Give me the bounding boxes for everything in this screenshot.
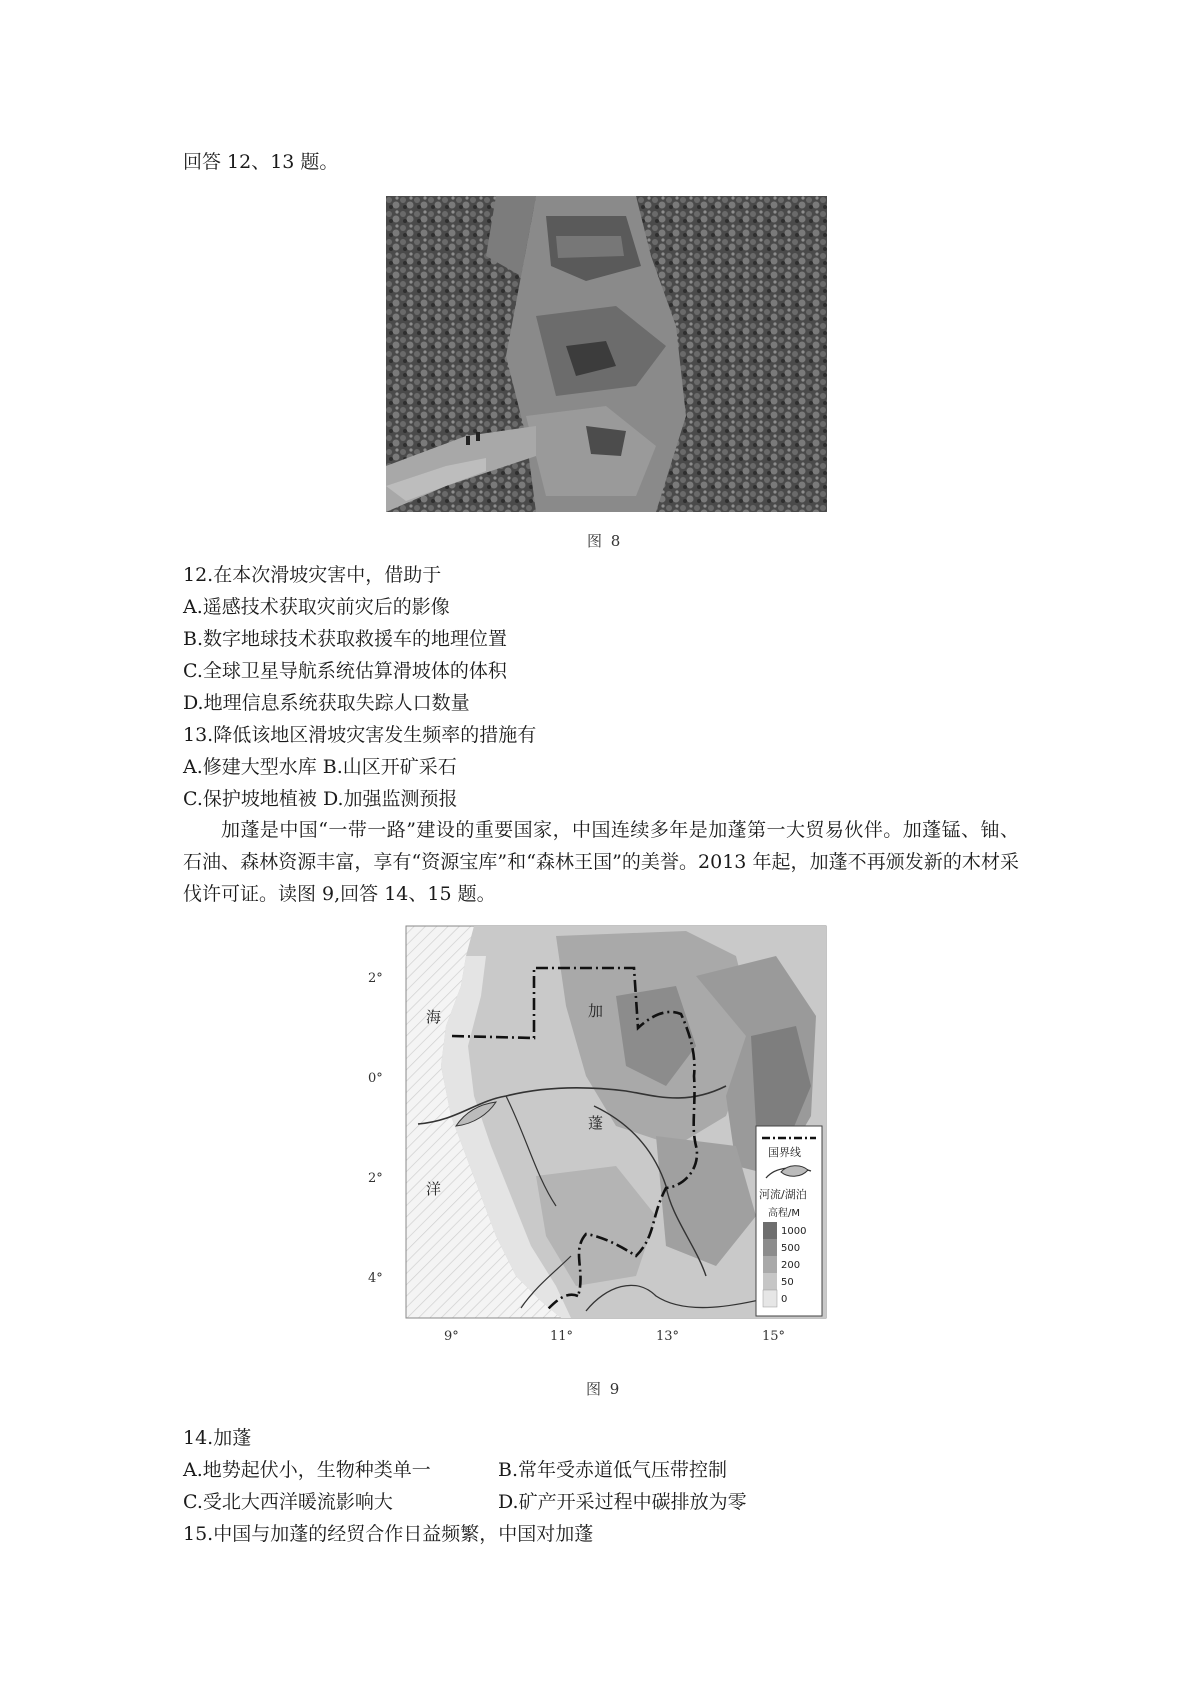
- legend-boundary-label: 国界线: [768, 1146, 801, 1159]
- q12-option-c: C.全球卫星导航系统估算滑坡体的体积: [183, 660, 507, 682]
- q14-option-d: D.矿产开采过程中碳排放为零: [498, 1491, 747, 1513]
- lon-label-9: 9°: [444, 1329, 459, 1344]
- q12-option-b: B.数字地球技术获取救援车的地理位置: [183, 628, 508, 650]
- q13-stem: 13.降低该地区滑坡灾害发生频率的措施有: [183, 724, 537, 746]
- country-label-2: 蓬: [588, 1114, 604, 1132]
- q14-stem: 14.加蓬: [183, 1427, 252, 1449]
- passage-paragraph: 加蓬是中国“一带一路”建设的重要国家，中国连续多年是加蓬第一大贸易伙伴。加蓬锰、铀、石油、森林资源丰富，享有“资源宝库”和“森林王国”的美誉。2013 年起，加蓬不再颁发新的木材采伐许可证。读图 9,回答 14、15 题。: [183, 819, 1019, 905]
- figure9-caption: 图 9: [586, 1380, 622, 1398]
- q12-stem: 12.在本次滑坡灾害中，借助于: [183, 564, 442, 586]
- elev-swatch-0: [763, 1290, 777, 1307]
- elev-label-500: 500: [781, 1243, 801, 1254]
- lat-label-2n: 2°: [368, 971, 383, 986]
- elev-swatch-1000: [763, 1222, 777, 1239]
- q12-option-a: A.遥感技术获取灾前灾后的影像: [183, 596, 450, 618]
- elev-label-200: 200: [781, 1260, 801, 1271]
- elev-label-50: 50: [781, 1277, 794, 1288]
- q15-stem: 15.中国与加蓬的经贸合作日益频繁，中国对加蓬: [183, 1523, 594, 1545]
- legend-elevation-title: 高程/M: [768, 1208, 800, 1219]
- elev-swatch-500: [763, 1239, 777, 1256]
- q14-option-b: B.常年受赤道低气压带控制: [498, 1459, 728, 1481]
- figure8-caption: 图 8: [587, 532, 623, 550]
- landslide-photo: [386, 196, 827, 512]
- country-label-1: 加: [588, 1002, 604, 1020]
- q13-options-line1: A.修建大型水库 B.山区开矿采石: [183, 756, 457, 778]
- elev-label-1000: 1000: [781, 1226, 807, 1237]
- lon-label-11: 11°: [550, 1329, 574, 1344]
- intro-text: 回答 12、13 题。: [183, 151, 339, 173]
- q14-option-a: A.地势起伏小，生物种类单一: [183, 1459, 431, 1481]
- sea-label-1: 海: [426, 1008, 442, 1026]
- legend-river-label: 河流/湖泊: [759, 1188, 807, 1201]
- lat-label-2s: 2°: [368, 1171, 383, 1186]
- lat-label-4s: 4°: [368, 1271, 383, 1286]
- q14-option-c: C.受北大西洋暖流影响大: [183, 1491, 393, 1513]
- lon-label-15: 15°: [762, 1329, 786, 1344]
- elev-swatch-200: [763, 1256, 777, 1273]
- lon-label-13: 13°: [656, 1329, 680, 1344]
- q12-option-d: D.地理信息系统获取失踪人口数量: [183, 692, 470, 714]
- gabon-map: [356, 916, 836, 1356]
- q13-options-line2: C.保护坡地植被 D.加强监测预报: [183, 788, 458, 810]
- sea-label-2: 洋: [426, 1180, 442, 1198]
- elev-label-0: 0: [781, 1294, 788, 1305]
- elev-swatch-50: [763, 1273, 777, 1290]
- map-legend: [756, 1126, 822, 1316]
- lat-label-0: 0°: [368, 1071, 383, 1086]
